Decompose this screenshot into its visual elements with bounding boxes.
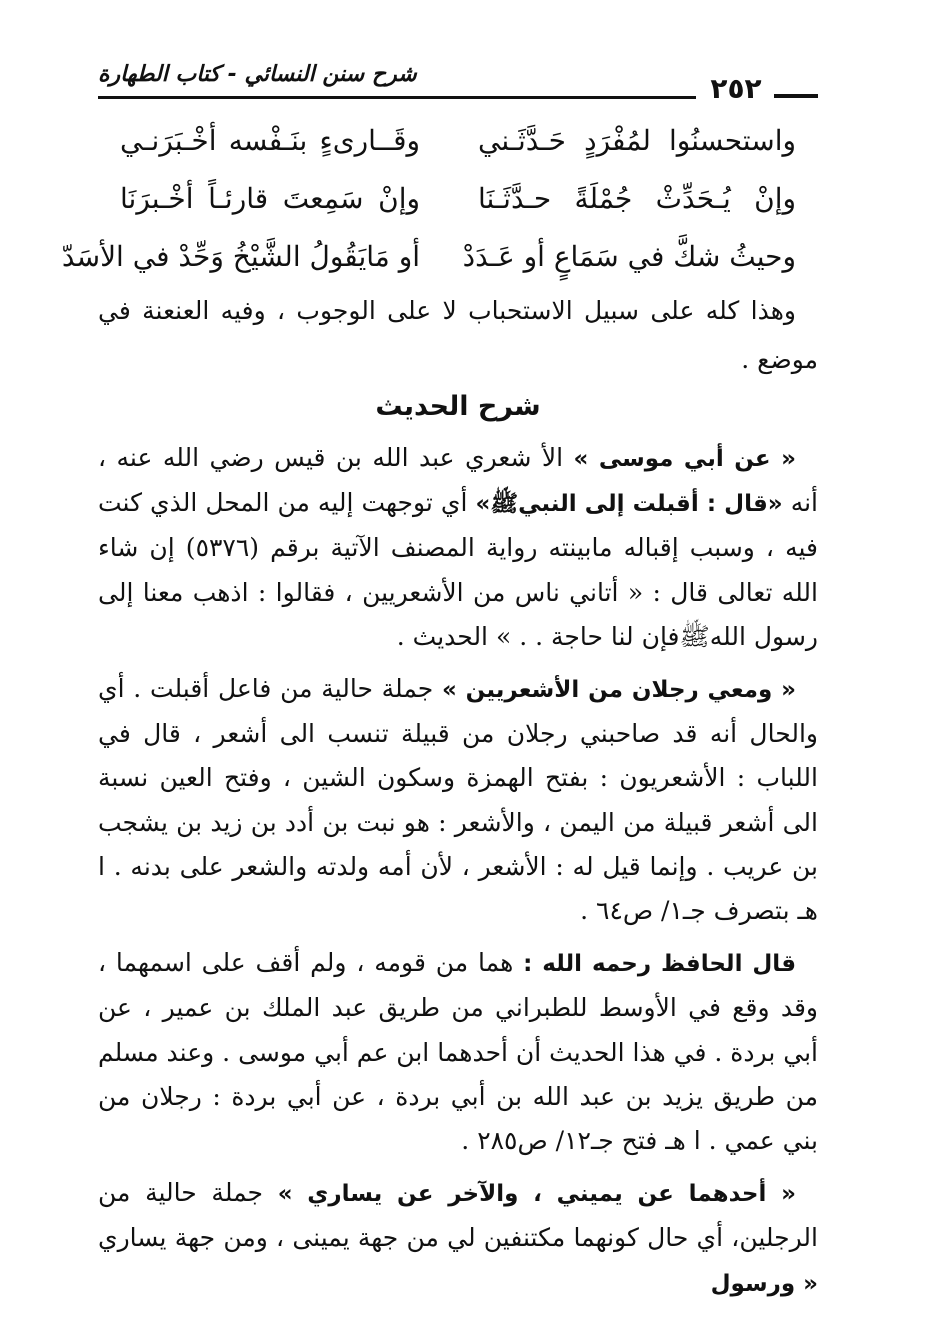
- verse-first-hemistich: واستحسنُوا لمُفْرَدٍ حَـدَّثَـني: [478, 124, 796, 157]
- poem-verse: [61, 228, 818, 286]
- paragraph-gap: [98, 933, 818, 941]
- page-number: ٢٥٢: [710, 72, 762, 105]
- paragraph-text: هما من قومه ، ولم أقف على اسمهما ، وقد وقع في الأوسط للطبراني من طريق عبد الملك بن عمير ، عن أبي بردة . في هذا الحديث أن أحدهما ابن عم أبي موسى . وعند مسلم من طريق يزيد بن عبد الله بن أبي بردة ، عن أبي بردة : رجلان من بني عمي . ا هـ فتح جـ١٢/ ص٢٨٥ .: [98, 948, 818, 1156]
- intro-paragraph: وهذا كله على سبيل الاستحباب لا على الوجوب ، وفيه العنعنة في موضع .: [98, 296, 818, 374]
- header-rule: [98, 96, 696, 99]
- paragraph-gap: [98, 659, 818, 667]
- verse-second-hemistich: أو مَايَقُولُ الشَّيْخُ وَحِّدْ في الأسَدّ: [61, 240, 420, 273]
- quoted-text: «قال : أقبلت إلى النبيﷺ»: [475, 491, 783, 518]
- verse-first-hemistich: وحيثُ شكَّ في سَمَاعٍ أو عَـدَدْ: [462, 240, 796, 273]
- paragraph-text: الأ شعري عبد الله بن قيس رضي الله عنه ، أنه: [98, 443, 819, 518]
- verse-first-hemistich: وإنْ يُـحَدِّثْ جُمْلَةً حـدَّثَـنَا: [478, 182, 796, 215]
- quoted-text: « عن أبي موسى »: [573, 446, 796, 472]
- quoted-text: « ورسول: [710, 1270, 818, 1297]
- commentary-paragraph: [98, 1171, 818, 1306]
- poem-verse: [98, 112, 818, 170]
- commentary-paragraph: [98, 667, 818, 933]
- poem: [61, 112, 818, 286]
- commentary-paragraph: [98, 436, 818, 659]
- verse-second-hemistich: وإنْ سَمِعتَ قارئـاً أخْـبرَنَا: [120, 182, 420, 215]
- poem-verse: [98, 170, 818, 228]
- page-number-rule: [774, 94, 818, 98]
- running-header: [98, 58, 818, 105]
- body-text: [98, 286, 818, 1306]
- paragraph-gap: [98, 1163, 818, 1171]
- quoted-text: « أحدهما عن يميني ، والآخر عن يساري »: [277, 1181, 796, 1208]
- paragraph-text: جملة حالية من الرجلين، أي حال كونهما مكتنفين لي من جهة يمينى ، ومن جهة يساري: [98, 1178, 818, 1253]
- paragraph-text: جملة حالية من فاعل أقبلت . أي والحال أنه قد صاحبني رجلان من قبيلة تنسب الى أشعر ، قال في اللباب : الأشعريون : بفتح الهمزة وسكون الشين ، وفتح العين نسبة الى أشعر قبيلة من اليمن ، والأشعر : هو نبت بن أدد بن زيد بن يشجب بن عريب . وإنما قيل له : الأشعر ، لأن أمه ولدته والشعر على بدنه . ا هـ بتصرف جـ١/ ص٦٤ .: [98, 674, 818, 926]
- commentary-paragraph: [98, 941, 818, 1163]
- section-heading: شرح الحديث: [375, 391, 541, 422]
- quoted-text: « ومعي رجلان من الأشعريين »: [442, 677, 797, 704]
- quoted-text: قال الحافظ رحمه الله :: [523, 951, 796, 978]
- header-title: شرح سنن النسائي - كتاب الطهارة: [98, 62, 417, 87]
- paragraph-text: أي توجهت إليه من المحل الذي كنت فيه ، وسبب إقباله مابينته رواية المصنف الآتية برقم (٥٣٧٦) إن شاء الله تعالى قال : « أتاني ناس من الأشعريين ، فقالوا : اذهب معنا إلى رسول اللهﷺفإن لنا حاجة . . » الحديث .: [98, 488, 818, 651]
- verse-second-hemistich: وقَــارىءٍ بنَـفْسه أخْـبَرَنـي: [120, 124, 420, 157]
